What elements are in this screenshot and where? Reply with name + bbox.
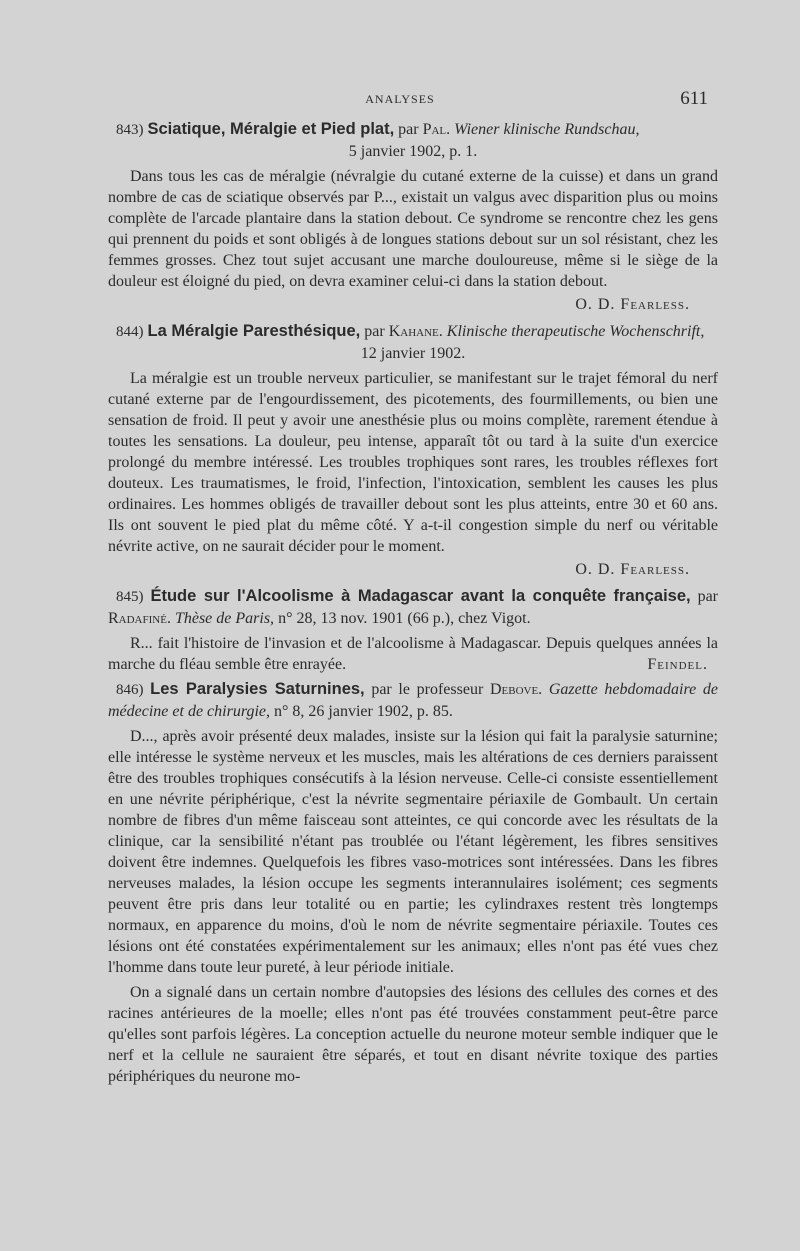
entry-title: Étude sur l'Alcoolisme à Madagascar avant la conquête française, bbox=[150, 587, 691, 605]
entry-number: 845) bbox=[116, 589, 144, 605]
entry-heading-843 bbox=[108, 119, 718, 162]
entry-date: n° 28, 13 nov. 1901 (66 p.), chez Vigot. bbox=[278, 610, 531, 627]
entry-date: 12 janvier 1902. bbox=[360, 345, 466, 362]
entry-paragraph: Dans tous les cas de méralgie (névralgie du cutané externe de la cuisse) et dans un grand nombre de cas de sciatique observés par P..., existait un valgus avec disparition plus ou moins complète de l'arcade plantaire dans la station debout. Ce syndrome se rencontre chez les gens qui prennent du poids et sont obligés à de longues stations debout sur un sol résistant, chez les femmes grosses. Chez tout sujet accusant une marche douloureuse, même si le siège de la douleur est éloigné du pied, on devra examiner celui-ci dans la station debout. bbox=[108, 168, 718, 290]
entry-author: Pal. bbox=[422, 121, 451, 138]
page-content bbox=[108, 119, 718, 1087]
entry-number: 843) bbox=[116, 122, 144, 138]
entry-title: La Méralgie Paresthésique, bbox=[147, 322, 361, 340]
entry-author: Radafiné. bbox=[108, 610, 171, 627]
entry-date: n° 8, 26 janvier 1902, p. 85. bbox=[274, 703, 453, 720]
entry-heading-845 bbox=[108, 586, 718, 629]
entry-paragraph bbox=[108, 633, 718, 675]
entry-signature: O. D. Fearless. bbox=[575, 296, 690, 313]
entry-number: 846) bbox=[116, 682, 144, 698]
entry-signature: Feindel. bbox=[647, 656, 708, 673]
entry-paragraph: On a signalé dans un certain nombre d'autopsies des lésions des cellules des cornes et des racines antérieures de la moelle; elles n'ont pas été trouvées constamment peut-être parce qu'elles sont parfois légères. La conception actuelle du neurone moteur semble indiquer que le nerf et la cellule ne sauraient être séparés, et tout en disant névrite toxique des parties périphériques du neurone mo- bbox=[108, 984, 718, 1085]
entry-by: par le professeur bbox=[371, 681, 484, 698]
entry-paragraph: D..., après avoir présenté deux malades, insiste sur la lésion qui fait la paralysie saturnine; elle intéresse le système nerveux et les muscles, mais les altérations de ces derniers paraissent être des troubles trophiques consécutifs à la lésion nerveuse. Celle-ci consiste essentiellement en une névrite périphérique, c'est la névrite segmentaire périaxile de Gombault. Un certain nombre de fibres d'un même faisceau sont atteintes, ce qui concorde avec les résultats de la clinique, car la sensibilité n'étant pas troublée ou l'étant légèrement, les fibres sensitives doivent être indemnes. Quelquefois les fibres vaso-motrices sont intéressées. Dans les fibres nerveuses malades, la lésion occupe les segments interannulaires isolément; ces segments peuvent être pris dans leur totalité ou en partie; les cylindraxes restent très longtemps normaux, en apparence du moins, d'où le nom de névrite segmentaire périaxile. Toutes ces lésions ont été constatées expérimentalement sur les animaux; elles n'ont pas été vues chez l'homme dans toute leur pureté, à leur période initiale. bbox=[108, 728, 718, 976]
entry-signature: O. D. Fearless. bbox=[575, 561, 690, 578]
entry-journal: Gazette hebdomadaire de médecine et de chirurgie, bbox=[108, 681, 718, 720]
entry-journal: Thèse de Paris, bbox=[174, 610, 275, 627]
entry-by: par bbox=[398, 121, 419, 138]
entry-author: Kahane. bbox=[388, 323, 443, 340]
entry-title: Sciatique, Méralgie et Pied plat, bbox=[147, 120, 395, 138]
entry-by: par bbox=[364, 323, 385, 340]
entry-journal: Wiener klinische Rundschau, bbox=[454, 121, 640, 138]
entry-by: par bbox=[697, 588, 718, 605]
entry-number: 844) bbox=[116, 324, 144, 340]
entry-paragraph: La méralgie est un trouble nerveux particulier, se manifestant sur le trajet fémoral du nerf cutané externe par de l'engourdissement, des picotements, des fourmillements, ou bien une sensation de froid. Il peut y avoir une anesthésie plus ou moins complète, rarement étendue à toutes les sensations. La douleur, peu intense, apparaît tôt ou tard à la suite d'un exercice prolongé du membre intéressé. Les troubles trophiques sont rares, les troubles réflexes fort douteux. Les traumatismes, le froid, l'infection, l'intoxication, semblent les causes les plus ordinaires. Les hommes obligés de travailler debout sont les plus atteints, entre 30 et 60 ans. Ils ont souvent le pied plat du même côté. Y a-t-il congestion simple du nerf ou véritable névrite active, on ne saurait décider pour le moment. bbox=[108, 370, 718, 555]
header-title: ANALYSES bbox=[365, 92, 435, 106]
entry-journal: Klinische therapeutische Wochenschrift, bbox=[446, 323, 705, 340]
entry-heading-844 bbox=[108, 321, 718, 364]
running-header bbox=[0, 88, 800, 118]
entry-heading-846 bbox=[108, 679, 718, 722]
entry-paragraph-text: R... fait l'histoire de l'invasion et de l'alcoolisme à Madagascar. Depuis quelques années la marche du fléau semble être enrayée. bbox=[108, 635, 718, 673]
entry-author: Debove. bbox=[489, 681, 543, 698]
entry-date: 5 janvier 1902, p. 1. bbox=[348, 143, 478, 160]
entry-title: Les Paralysies Saturnines, bbox=[150, 680, 365, 698]
page-number: 611 bbox=[680, 88, 708, 109]
